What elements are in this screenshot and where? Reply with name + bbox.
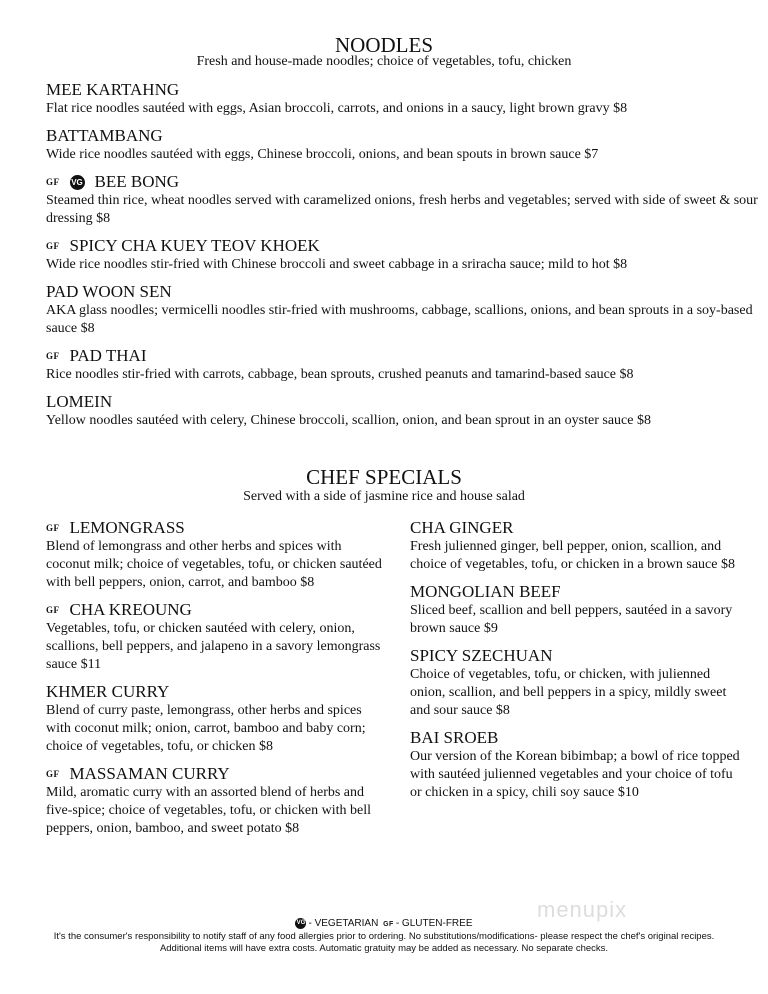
- menu-item-header: [410, 728, 740, 748]
- menu-item-name: SPICY CHA KUEY TEOV KHOEK: [69, 236, 320, 255]
- menu-item-header: [46, 236, 758, 256]
- menu-item-header: [46, 346, 758, 366]
- menu-item-name: BAI SROEB: [410, 728, 499, 747]
- menu-item: [46, 236, 758, 274]
- menu-item-name: CHA GINGER: [410, 518, 514, 537]
- legend-vegetarian: - VEGETARIAN: [308, 918, 379, 930]
- menu-item-description: Choice of vegetables, tofu, or chicken, with julienned onion, scallion, and bell peppers in a spicy, mildly sweet and sour sauce $8: [410, 667, 727, 718]
- menu-item-name: BATTAMBANG: [46, 126, 163, 145]
- menu-item-name: BEE BONG: [94, 172, 180, 191]
- watermark: menupix: [537, 897, 628, 922]
- menu-item-description: Mild, aromatic curry with an assorted blend of herbs and five-spice; choice of vegetables, tofu, or chicken with bell peppers, onion, bamboo, and sweet potato $8: [46, 785, 371, 836]
- menu-item: [46, 172, 758, 228]
- menu-item-name: LOMEIN: [46, 392, 113, 411]
- menu-item-description: Rice noodles stir-fried with carrots, cabbage, bean sprouts, crushed peanuts and tamarind-based sauce $8: [46, 367, 634, 382]
- gluten-free-icon: GF: [46, 523, 60, 533]
- menu-item-header: [410, 518, 740, 538]
- menu-item: [410, 646, 740, 720]
- gluten-free-icon: GF: [383, 921, 394, 929]
- gluten-free-icon: GF: [46, 241, 60, 251]
- menu-item: [46, 518, 386, 592]
- menu-item: [46, 600, 386, 674]
- vegetarian-icon: VG: [295, 918, 306, 929]
- menu-item-description: Wide rice noodles stir-fried with Chinese broccoli and sweet cabbage in a sriracha sauce; mild to hot $8: [46, 257, 628, 272]
- menu-item-name: KHMER CURRY: [46, 682, 170, 701]
- menu-item-header: [46, 172, 758, 192]
- allergy-note: It's the consumer's responsibility to notify staff of any food allergies prior to ordering. No substitutions/modifications- please respect the chef's original recipes. Additional items will have extra costs. Automatic gratuity may be added as necessary. No separate checks.: [53, 931, 715, 955]
- vegetarian-icon: VG: [70, 175, 85, 190]
- menu-item-header: [46, 518, 386, 538]
- footer: [0, 918, 768, 955]
- menu-item-description: Steamed thin rice, wheat noodles served with caramelized onions, fresh herbs and vegetables; served with side of sweet & sour dressing $8: [46, 193, 758, 226]
- gluten-free-icon: GF: [46, 351, 60, 361]
- menu-item: [46, 764, 386, 838]
- menu-item-name: PAD THAI: [69, 346, 147, 365]
- menu-item-description: AKA glass noodles; vermicelli noodles stir-fried with mushrooms, cabbage, scallions, onions, and bean sprouts in a soy-based sauce $8: [46, 303, 753, 336]
- menu-item-header: [410, 582, 740, 602]
- menu-item-description: Blend of lemongrass and other herbs and spices with coconut milk; choice of vegetables, tofu, or chicken sautéed with bell peppers, onion, carrot, and bamboo $8: [46, 539, 382, 590]
- menu-item-description: Sliced beef, scallion and bell peppers, sautéed in a savory brown sauce $9: [410, 603, 733, 636]
- menu-item-header: [46, 126, 758, 146]
- menu-item: [46, 346, 758, 384]
- menu-item: [46, 80, 758, 118]
- chef-specials-left-column: [46, 518, 386, 846]
- menu-item-name: CHA KREOUNG: [69, 600, 192, 619]
- menu-item-header: [46, 392, 758, 412]
- chef-specials-subtitle: Served with a side of jasmine rice and house salad: [243, 489, 525, 504]
- menu-item-description: Yellow noodles sautéed with celery, Chinese broccoli, scallion, onion, and bean sprout in an oyster sauce $8: [46, 413, 651, 428]
- menu-item-header: [46, 282, 758, 302]
- menu-item: [410, 582, 740, 638]
- noodles-list: [46, 80, 758, 438]
- legend-gluten-free: - GLUTEN-FREE: [395, 918, 473, 930]
- menu-item-name: MASSAMAN CURRY: [69, 764, 230, 783]
- menu-item-header: [46, 682, 386, 702]
- menu-item-header: [410, 646, 740, 666]
- menu-item-header: [46, 764, 386, 784]
- menu-item-description: Flat rice noodles sautéed with eggs, Asian broccoli, carrots, and onions in a saucy, light brown gravy $8: [46, 101, 628, 116]
- menu-item: [410, 518, 740, 574]
- menu-item-name: LEMONGRASS: [69, 518, 185, 537]
- menu-item-header: [46, 80, 758, 100]
- gluten-free-icon: GF: [46, 769, 60, 779]
- menu-item: [46, 282, 758, 338]
- legend: [0, 918, 768, 931]
- menu-item-header: [46, 600, 386, 620]
- menu-item-name: SPICY SZECHUAN: [410, 646, 553, 665]
- menu-item-description: Wide rice noodles sautéed with eggs, Chinese broccoli, onions, and bean spouts in brown sauce $7: [46, 147, 599, 162]
- gluten-free-icon: GF: [46, 177, 60, 187]
- menu-item-description: Fresh julienned ginger, bell pepper, onion, scallion, and choice of vegetables, tofu, or chicken in a brown sauce $8: [410, 539, 735, 572]
- menu-item: [46, 682, 386, 756]
- menu-item-name: PAD WOON SEN: [46, 282, 172, 301]
- menu-item: [46, 392, 758, 430]
- chef-specials-title: CHEF SPECIALS: [306, 465, 462, 489]
- chef-specials-right-column: [410, 518, 740, 810]
- noodles-title: NOODLES: [335, 33, 433, 57]
- menu-item-description: Vegetables, tofu, or chicken sautéed with celery, onion, scallions, bell peppers, and jalapeno in a savory lemongrass sauce $11: [46, 621, 381, 672]
- gluten-free-icon: GF: [46, 605, 60, 615]
- menu-item-name: MONGOLIAN BEEF: [410, 582, 561, 601]
- menu-item-name: MEE KARTAHNG: [46, 80, 180, 99]
- menu-item: [46, 126, 758, 164]
- menu-item-description: Our version of the Korean bibimbap; a bowl of rice topped with sautéed julienned vegetables and your choice of tofu or chicken in a spicy, chili soy sauce $10: [410, 749, 740, 800]
- noodles-subtitle: Fresh and house-made noodles; choice of vegetables, tofu, chicken: [196, 54, 572, 69]
- menu-item-description: Blend of curry paste, lemongrass, other herbs and spices with coconut milk; onion, carrot, bamboo and baby corn; choice of vegetables, tofu, or chicken $8: [46, 703, 366, 754]
- menu-item: [410, 728, 740, 802]
